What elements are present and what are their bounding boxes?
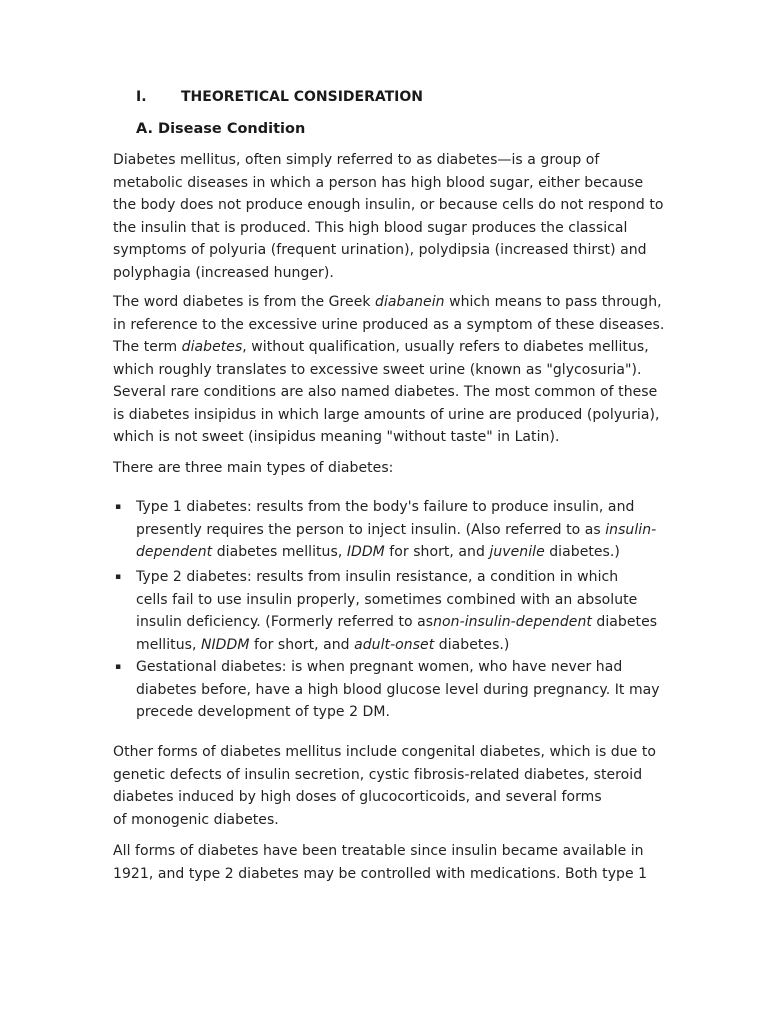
text-run: is diabetes insipidus in which large amounts of urine are produced (polyuria), bbox=[113, 406, 660, 423]
bullet-item-line bbox=[136, 636, 509, 654]
text-run: Other forms of diabetes mellitus include congenital diabetes, which is due to bbox=[113, 744, 656, 760]
paragraph-line bbox=[113, 361, 642, 379]
paragraph-line bbox=[113, 293, 662, 311]
text-run: The word diabetes is from the Greek bbox=[113, 294, 376, 310]
bullet-item-line bbox=[136, 681, 660, 699]
text-run: metabolic diseases in which a person has high blood sugar, either because bbox=[113, 174, 644, 191]
paragraph-line bbox=[113, 788, 602, 806]
italic-term: dependent bbox=[136, 544, 213, 560]
text-run: Type 2 diabetes: results from insulin resistance, a condition in which bbox=[136, 569, 619, 585]
paragraph-line bbox=[113, 264, 334, 282]
italic-term: insulin- bbox=[605, 521, 657, 538]
paragraph-line bbox=[113, 241, 647, 259]
section-title: THEORETICAL CONSIDERATION bbox=[181, 89, 424, 105]
paragraph-line bbox=[113, 459, 393, 477]
paragraph-line bbox=[113, 406, 660, 424]
italic-term: NIDDM bbox=[200, 636, 250, 653]
text-run: symptoms of polyuria (frequent urination), polydipsia (increased thirst) and bbox=[113, 242, 647, 258]
text-run: genetic defects of insulin secretion, cystic fibrosis-related diabetes, steroid bbox=[113, 766, 643, 783]
italic-term: diabanein bbox=[375, 294, 445, 310]
text-run: diabetes induced by high doses of glucocorticoids, and several forms bbox=[113, 789, 602, 805]
text-run: Type 1 diabetes: results from the body's failure to produce insulin, and bbox=[136, 499, 635, 515]
text-run: diabetes.) bbox=[434, 636, 510, 653]
bullet-item-line bbox=[136, 543, 620, 561]
section-number: I. bbox=[136, 89, 147, 105]
text-run: of monogenic diabetes. bbox=[113, 811, 279, 828]
paragraph-line bbox=[113, 842, 644, 860]
bullet-item-line bbox=[136, 521, 656, 539]
text-run: All forms of diabetes have been treatable since insulin became available in bbox=[113, 843, 644, 859]
paragraph-line bbox=[113, 865, 647, 883]
paragraph-line bbox=[113, 338, 649, 356]
text-run: the insulin that is produced. This high blood sugar produces the classical bbox=[113, 219, 628, 236]
text-run: polyphagia (increased hunger). bbox=[113, 264, 334, 281]
text-run: , without qualification, usually refers to diabetes mellitus, bbox=[242, 339, 649, 355]
paragraph-line bbox=[113, 383, 657, 401]
paragraph-line bbox=[113, 743, 656, 761]
bullet-item-line bbox=[136, 591, 637, 609]
bullet-item-line bbox=[136, 498, 634, 516]
text-run: diabetes mellitus, bbox=[212, 544, 347, 560]
bullet-item-line bbox=[136, 658, 622, 676]
subsection-title: A. Disease Condition bbox=[136, 121, 306, 137]
italic-term: juvenile bbox=[489, 544, 545, 560]
paragraph-line bbox=[113, 766, 642, 784]
paragraph-line bbox=[113, 196, 664, 214]
text-run: Gestational diabetes: is when pregnant women, who have never had bbox=[136, 659, 623, 675]
text-run: diabetes.) bbox=[544, 544, 620, 560]
text-run: insulin deficiency. (Formerly referred to as bbox=[136, 614, 434, 630]
text-run: which roughly translates to excessive sweet urine (known as "glycosuria"). bbox=[113, 361, 642, 378]
text-run: for short, and bbox=[384, 544, 490, 560]
text-run: 1921, and type 2 diabetes may be controlled with medications. Both type 1 bbox=[113, 865, 648, 882]
bullet-item-line bbox=[136, 703, 390, 721]
paragraph-line bbox=[113, 811, 279, 829]
bullet-item-line bbox=[136, 613, 657, 631]
italic-term: non-insulin-dependent bbox=[433, 614, 592, 630]
text-run: cells fail to use insulin properly, sometimes combined with an absolute bbox=[136, 591, 638, 608]
text-run: There are three main types of diabetes: bbox=[113, 460, 394, 476]
bullet-marker: ▪ bbox=[115, 572, 122, 582]
text-run: which is not sweet (insipidus meaning "without taste" in Latin). bbox=[113, 429, 560, 445]
text-run: Diabetes mellitus, often simply referred to as diabetes—is a group of bbox=[113, 152, 600, 168]
text-run: precede development of type 2 DM. bbox=[136, 704, 390, 720]
paragraph-line bbox=[113, 219, 628, 237]
text-run: Several rare conditions are also named diabetes. The most common of these bbox=[113, 384, 658, 400]
paragraph-line bbox=[113, 316, 664, 334]
text-run: The term bbox=[113, 339, 182, 355]
text-run: presently requires the person to inject insulin. (Also referred to as bbox=[136, 521, 606, 538]
paragraph-line bbox=[113, 174, 643, 192]
bullet-item-line bbox=[136, 568, 618, 586]
text-run: the body does not produce enough insulin, or because cells do not respond to bbox=[113, 197, 664, 213]
text-run: diabetes before, have a high blood glucose level during pregnancy. It may bbox=[136, 681, 660, 698]
italic-term: diabetes bbox=[181, 339, 243, 355]
italic-term: adult-onset bbox=[354, 636, 435, 653]
paragraph-line bbox=[113, 428, 559, 446]
text-run: diabetes bbox=[591, 614, 658, 630]
text-run: which means to pass through, bbox=[444, 294, 662, 310]
text-run: in reference to the excessive urine produced as a symptom of these diseases. bbox=[113, 316, 665, 333]
bullet-marker: ▪ bbox=[115, 502, 122, 512]
paragraph-line bbox=[113, 151, 599, 169]
bullet-marker: ▪ bbox=[115, 662, 122, 672]
italic-term: IDDM bbox=[346, 544, 385, 560]
text-run: mellitus, bbox=[136, 636, 201, 653]
text-run: for short, and bbox=[249, 636, 355, 653]
